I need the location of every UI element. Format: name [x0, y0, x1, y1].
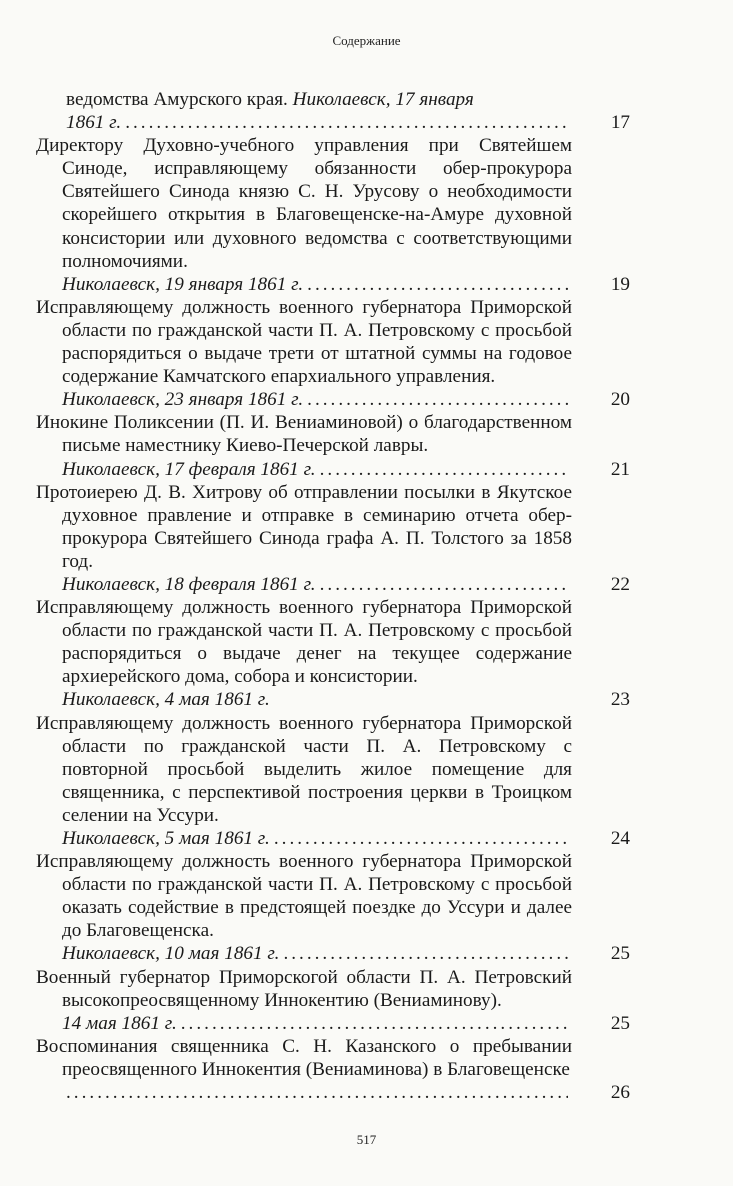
toc-entry [36, 88, 630, 134]
running-head: Содержание [332, 33, 401, 48]
toc-entry [36, 411, 630, 480]
leader-dots [307, 388, 568, 411]
toc-entry [36, 296, 630, 411]
leader-dots [274, 827, 568, 850]
entry-title: Исправляющему должность военного губернатора Приморской области по гражданской части П. А. Петровскому с просьбой распорядиться о выдаче трети от штатной суммы на годовое содержание Камчатского епархиального управления. [36, 296, 572, 388]
leader-dots [66, 1081, 568, 1104]
entry-place-date: Николаевск, 10 мая 1861 г. [62, 943, 280, 965]
toc-entry [36, 712, 630, 851]
page-number: 19 [610, 273, 630, 295]
leader-dots [320, 573, 568, 596]
toc-entry [36, 966, 630, 1035]
page-number: 22 [610, 573, 630, 595]
entry-title: Военный губернатор Приморскогой области П. А. Петровский высокопреосвященному Иннокентию (Вениаминову). [36, 966, 572, 1011]
entry-title: Инокине Поликсении (П. И. Вениаминовой) о благодарственном письме наместнику Киево-Печерской лавры. [36, 412, 572, 457]
page-number: 26 [610, 1082, 630, 1104]
entry-title: Исправляющему должность военного губернатора Приморской области по гражданской части П. А. Петровскому с просьбой оказать содействие в предстоящей поездке до Уссури и далее до Благовещенска. [36, 851, 572, 942]
leader-dots [125, 111, 568, 134]
entry-place-date: Николаевск, 17 февраля 1861 г. [62, 458, 316, 480]
leader-dots [181, 1012, 568, 1035]
leader-dots [283, 942, 568, 965]
entry-place-date: Николаевск, 4 мая 1861 г. [62, 689, 270, 711]
entry-title: Исправляющему должность военного губернатора Приморской области по гражданской части П. А. Петровскому с просьбой распорядиться о выдаче денег на текущее содержание архиерейского дома, собора и консистории. [36, 597, 572, 688]
entry-title: Воспоминания священника С. Н. Казанского о пребывании преосвященного Иннокентия (Вениаминова) в Благовещенске [36, 1035, 572, 1080]
entry-place-date: Николаевск, 23 января 1861 г. [62, 389, 304, 411]
page-folio: 517 [356, 1132, 377, 1147]
entry-title: Исправляющему должность военного губернатора Приморской области по гражданской части П. А. Петровскому с повторной просьбой выделить жилое помещение для священника, с перспективой построения церкви в Троицком селении на Уссури. [36, 712, 572, 826]
toc-entry [36, 596, 630, 711]
entry-place-date-cont: 1861 г. [66, 112, 122, 134]
entry-place-date: Николаевск, 18 февраля 1861 г. [62, 573, 316, 595]
entry-title: Протоиерею Д. В. Хитрову об отправлении посылки в Якутское духовное правление и отправке в семинарию отчета обер-прокурора Святейшего Синода графа А. П. Толстого за 1858 год. [36, 481, 572, 572]
entry-place-date: Николаевск, 17 января [292, 89, 474, 110]
entry-place-date: Николаевск, 19 января 1861 г. [62, 273, 304, 295]
entry-title: ведомства Амурского края. [66, 89, 288, 110]
page-number: 17 [610, 112, 630, 134]
table-of-contents [36, 88, 630, 1104]
page-number: 24 [610, 828, 630, 849]
toc-entry [36, 481, 630, 596]
toc-entry [36, 134, 630, 296]
page-number: 21 [610, 458, 630, 480]
leader-dots [307, 273, 568, 296]
page-number: 23 [610, 689, 630, 711]
entry-place-date: 14 мая 1861 г. [62, 1012, 177, 1034]
page-number: 20 [610, 389, 630, 411]
toc-entry [36, 850, 630, 965]
entry-place-date: Николаевск, 5 мая 1861 г. [62, 828, 270, 849]
leader-dots [320, 458, 568, 481]
page-number: 25 [610, 1012, 630, 1034]
page-number: 25 [610, 943, 630, 965]
entry-title: Директору Духовно-учебного управления при Святейшем Синоде, исправляющему обязанности обер-прокурора Святейшего Синода князю С. Н. Урусову о необходимости скорейшего открытия в Благовещенске-на-Амуре духовной консистории или духовного ведомства с соответствующими полномочиями. [36, 135, 572, 272]
toc-entry [36, 1035, 630, 1104]
